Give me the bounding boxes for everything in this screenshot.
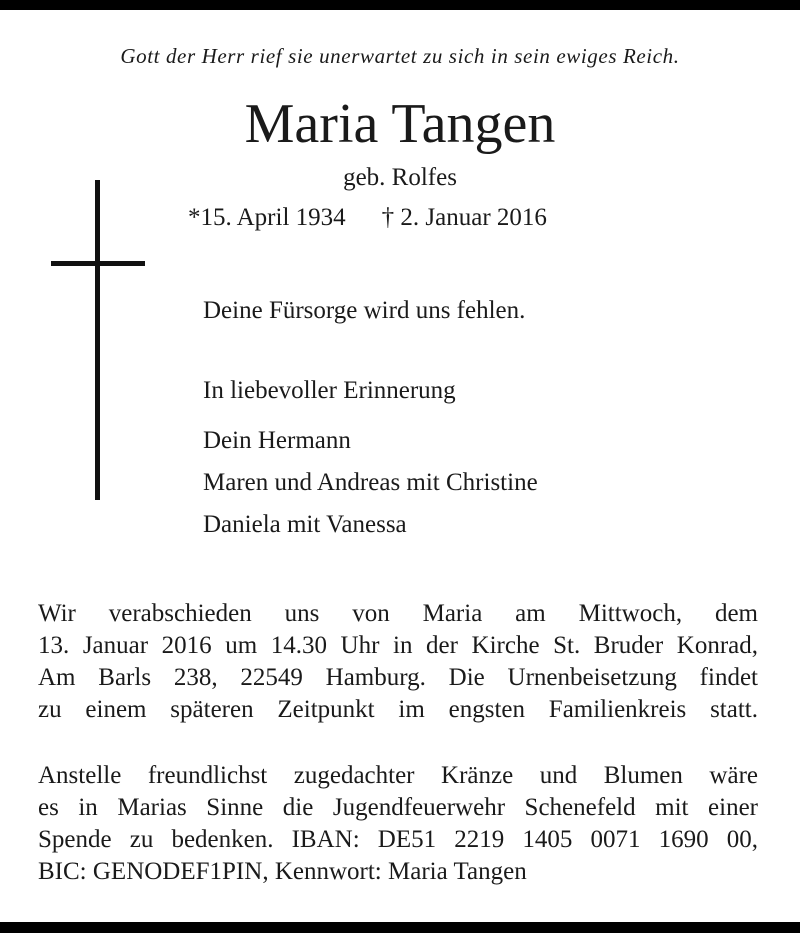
remembrance: In liebevoller Erinnerung <box>203 377 456 404</box>
deceased-name: Maria Tangen <box>244 93 556 155</box>
life-dates <box>188 204 628 232</box>
funeral-notice-line: 13. Januar 2016 um 14.30 Uhr in der Kirche St. Bruder Konrad, <box>38 632 758 659</box>
death-date: † 2. Januar 2016 <box>381 204 547 231</box>
funeral-notice-line: zu einem späteren Zeitpunkt im engsten Familienkreis statt. <box>38 696 758 723</box>
motto: Gott der Herr rief sie unerwartet zu sich in sein ewiges Reich. <box>120 44 680 68</box>
funeral-notice <box>38 598 758 726</box>
bottom-border <box>0 922 800 933</box>
mourner-line: Maren und Andreas mit Christine <box>203 469 538 496</box>
funeral-notice-line: Am Barls 238, 22549 Hamburg. Die Urnenbeisetzung findet <box>38 664 758 691</box>
donation-notice-line: BIC: GENODEF1PIN, Kennwort: Maria Tangen <box>38 858 527 885</box>
cross-icon <box>51 180 145 500</box>
funeral-notice-line: Wir verabschieden uns von Maria am Mittwoch, dem <box>38 600 758 627</box>
mourner-line: Dein Hermann <box>203 427 351 454</box>
donation-notice-line: Spende zu bedenken. IBAN: DE51 2219 1405 0071 1690 00, <box>38 826 758 853</box>
donation-notice-line: es in Marias Sinne die Jugendfeuerwehr Schenefeld mit einer <box>38 794 758 821</box>
donation-notice <box>38 760 758 888</box>
birth-date: *15. April 1934 <box>188 204 346 231</box>
mourner-line: Daniela mit Vanessa <box>203 511 407 538</box>
quote: Deine Fürsorge wird uns fehlen. <box>203 297 526 324</box>
donation-notice-line: Anstelle freundlichst zugedachter Kränze und Blumen wäre <box>38 762 758 789</box>
top-border <box>0 0 800 10</box>
maiden-name: geb. Rolfes <box>343 164 457 191</box>
